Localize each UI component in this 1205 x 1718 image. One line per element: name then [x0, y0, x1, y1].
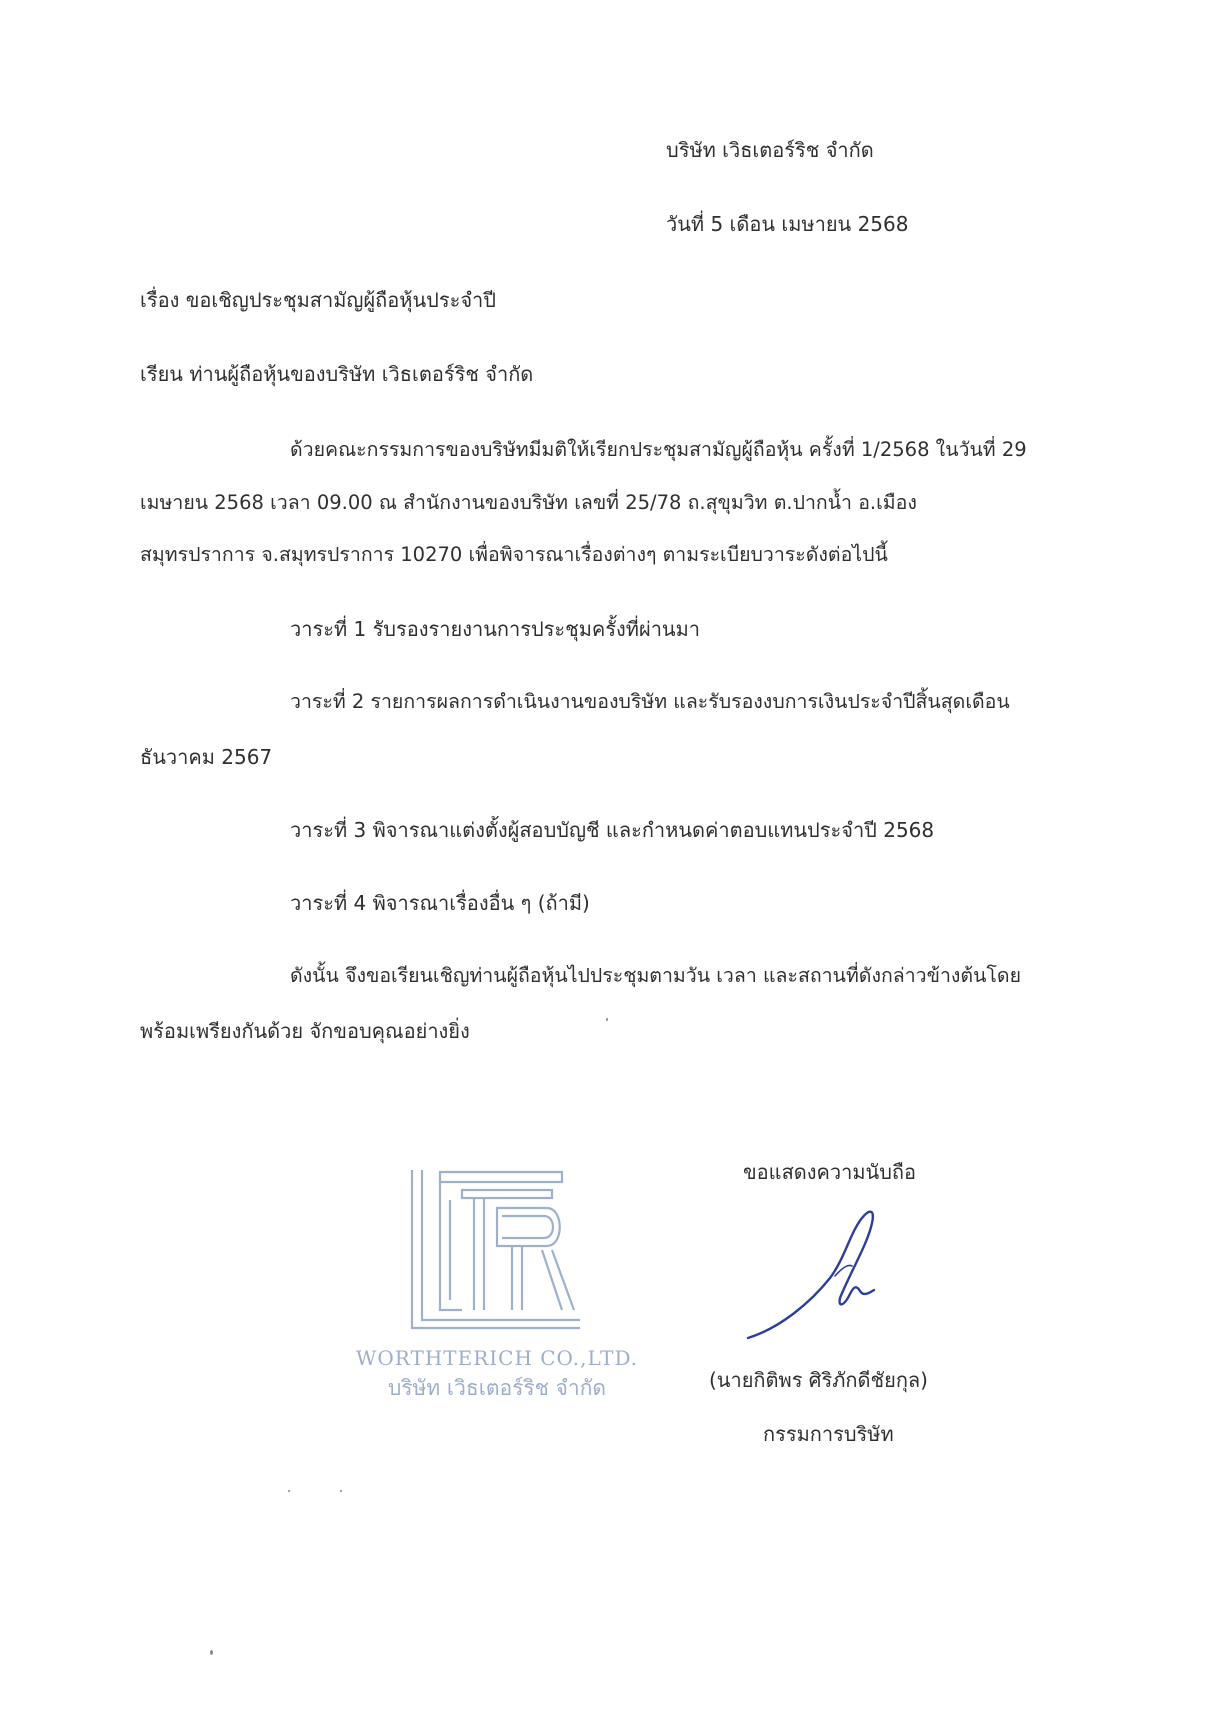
agenda-item-2-line-2: ธันวาคม 2567	[140, 745, 273, 769]
signature-mark	[740, 1188, 890, 1348]
closing-line-1: ดังนั้น จึงขอเรียนเชิญท่านผู้ถือหุ้นไปประชุมตามวัน เวลา และสถานที่ดังกล่าวข้างต้นโดย	[290, 964, 1021, 987]
company-name: บริษัท เวิธเตอร์ริช จำกัด	[666, 138, 874, 162]
company-stamp	[352, 1160, 642, 1400]
scan-speck	[288, 1490, 290, 1492]
scan-speck	[210, 1650, 213, 1655]
intro-line-2: เมษายน 2568 เวลา 09.00 ณ สำนักงานของบริษัท เลขที่ 25/78 ถ.สุขุมวิท ต.ปากน้ำ อ.เมือง	[140, 491, 917, 514]
intro-line-1: ด้วยคณะกรรมการของบริษัทมีมติให้เรียกประชุมสามัญผู้ถือหุ้น ครั้งที่ 1/2568 ในวันที่ 29	[290, 438, 1027, 461]
agenda-item-4: วาระที่ 4 พิจารณาเรื่องอื่น ๆ (ถ้ามี)	[290, 891, 590, 915]
scan-speck	[606, 1018, 608, 1021]
closing-line-2: พร้อมเพรียงกันด้วย จักขอบคุณอย่างยิ่ง	[140, 1019, 470, 1043]
regards-text: ขอแสดงความนับถือ	[743, 1160, 917, 1184]
subject-line: เรื่อง ขอเชิญประชุมสามัญผู้ถือหุ้นประจำปี	[140, 288, 496, 312]
salutation-line: เรียน ท่านผู้ถือหุ้นของบริษัท เวิธเตอร์ริช จำกัด	[140, 362, 534, 386]
signatory-name: (นายกิติพร ศิริภักดีชัยกุล)	[709, 1368, 928, 1392]
stamp-company-en: WORTHTERICH CO.,LTD.	[355, 1346, 639, 1370]
letter-date: วันที่ 5 เดือน เมษายน 2568	[666, 212, 909, 236]
agenda-item-1: วาระที่ 1 รับรองรายงานการประชุมครั้งที่ผ่านมา	[290, 617, 701, 641]
scan-speck	[340, 1490, 342, 1492]
agenda-item-3: วาระที่ 3 พิจารณาแต่งตั้งผู้สอบบัญชี และกำหนดค่าตอบแทนประจำปี 2568	[290, 818, 935, 842]
agenda-item-2-line-1: วาระที่ 2 รายการผลการดำเนินงานของบริษัท และรับรองงบการเงินประจำปีสิ้นสุดเดือน	[290, 690, 1010, 713]
company-logo-icon	[352, 1160, 642, 1330]
stamp-company-th: บริษัท เวิธเตอร์ริช จำกัด	[387, 1376, 607, 1400]
signatory-title: กรรมการบริษัท	[763, 1422, 894, 1446]
intro-line-3: สมุทรปราการ จ.สมุทรปราการ 10270 เพื่อพิจารณาเรื่องต่างๆ ตามระเบียบวาระดังต่อไปนี้	[140, 543, 888, 566]
